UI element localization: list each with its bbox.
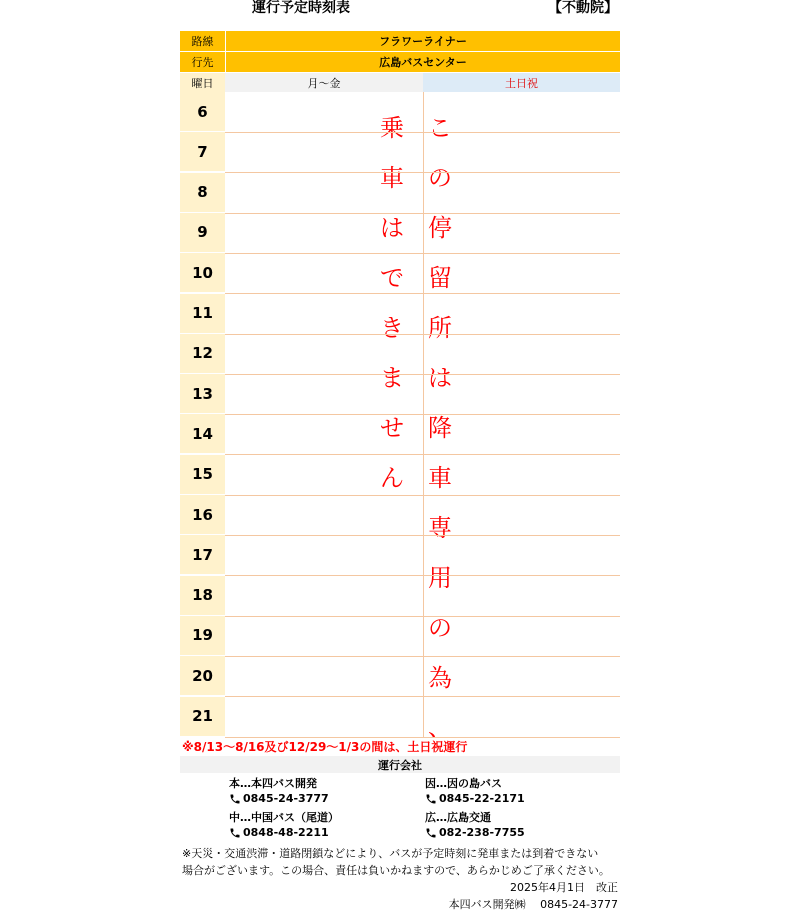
message-char: 専: [428, 514, 452, 542]
row-divider: [225, 334, 620, 335]
message-char: は: [428, 364, 452, 392]
row-divider: [225, 132, 620, 133]
operator-tel-number: 0845-24-3777: [243, 792, 329, 805]
operator-name: 広…広島交通: [425, 811, 491, 824]
day-label: 曜日: [180, 73, 225, 92]
hour-cell: 14: [180, 414, 225, 454]
hour-cell: 21: [180, 697, 225, 737]
row-divider: [225, 454, 620, 455]
operator-tel: [425, 792, 525, 805]
hour-cell: 9: [180, 213, 225, 253]
operator-name: 本…本四バス開発: [229, 777, 317, 790]
hour-cell: 6: [180, 92, 225, 132]
row-divider: [225, 495, 620, 496]
day-row: [180, 73, 620, 92]
route-label: 路線: [180, 31, 225, 52]
hour-cell: 17: [180, 535, 225, 575]
message-char: 車: [428, 464, 452, 492]
message-char: 為: [428, 664, 452, 692]
message-char: 所: [428, 314, 452, 342]
phone-icon: [229, 827, 241, 839]
hour-cell: 7: [180, 132, 225, 172]
weekday-header: 月～金: [225, 73, 423, 92]
message-char: の: [428, 164, 452, 192]
route-row: [180, 31, 620, 52]
row-divider: [225, 374, 620, 375]
row-divider: [225, 253, 620, 254]
destination-row: [180, 52, 620, 73]
operator-tel-number: 0848-48-2211: [243, 826, 329, 839]
hour-cell: 8: [180, 173, 225, 213]
disclaimer-line: ※天災・交通渋滞・道路閉鎖などにより、バスが予定時刻に発車または到着できない: [182, 847, 599, 860]
phone-icon: [425, 793, 437, 805]
publisher-contact: 本四バス開発㈱ 0845-24-3777: [448, 898, 618, 911]
hour-cell: 16: [180, 495, 225, 535]
hour-cell: 13: [180, 374, 225, 414]
message-char: ま: [380, 364, 404, 392]
message-char: 、: [428, 714, 452, 742]
message-char: は: [380, 214, 404, 242]
message-char: 車: [380, 164, 404, 192]
row-divider: [225, 656, 620, 657]
hour-cell: 11: [180, 294, 225, 334]
hour-cell: 18: [180, 576, 225, 616]
message-char: 停: [428, 214, 452, 242]
message-char: き: [380, 314, 404, 342]
destination-label: 行先: [180, 52, 225, 73]
operator-tel-number: 0845-22-2171: [439, 792, 525, 805]
row-divider: [225, 213, 620, 214]
operator-name: 中…中国バス（尾道）: [229, 811, 339, 824]
hour-cell: 19: [180, 616, 225, 656]
hour-cell: 20: [180, 656, 225, 696]
row-divider: [225, 616, 620, 617]
row-divider: [225, 414, 620, 415]
message-char: で: [380, 264, 404, 292]
destination-value: 広島バスセンター: [225, 52, 620, 73]
phone-icon: [229, 793, 241, 805]
operator-name: 因…因の島バス: [425, 777, 502, 790]
timetable: [180, 31, 620, 742]
route-value: フラワーライナー: [225, 31, 620, 52]
operator-tel-number: 082-238-7755: [439, 826, 525, 839]
message-char: の: [428, 614, 452, 642]
disclaimer-line: 場合がございます。この場合、責任は負いかねますので、あらかじめご了承ください。: [182, 864, 610, 877]
operator-tel: [229, 826, 329, 839]
row-divider: [225, 696, 620, 697]
row-divider: [225, 575, 620, 576]
message-char: 降: [428, 414, 452, 442]
hour-cell: 12: [180, 334, 225, 374]
operator-tel: [229, 792, 329, 805]
message-char: 用: [428, 564, 452, 592]
message-char: ん: [380, 464, 404, 492]
row-divider: [225, 535, 620, 536]
message-char: 乗: [380, 114, 404, 142]
message-char: 留: [428, 264, 452, 292]
hour-cell: 10: [180, 253, 225, 293]
phone-icon: [425, 827, 437, 839]
operator-tel: [425, 826, 525, 839]
weekday-message: [380, 103, 404, 503]
row-divider: [225, 293, 620, 294]
weekend-header: 土日祝: [423, 73, 620, 92]
operators-header: 運行会社: [180, 756, 620, 773]
message-char: せ: [380, 414, 404, 442]
row-divider: [225, 172, 620, 173]
message-char: こ: [428, 114, 452, 142]
stop-name: 【不動院】: [548, 0, 618, 16]
hour-cell: 15: [180, 455, 225, 495]
page-title: 運行予定時刻表: [252, 0, 350, 16]
revision-date: 2025年4月1日 改正: [510, 881, 618, 894]
holiday-notice: ※8/13～8/16及び12/29～1/3の間は、土日祝運行: [182, 740, 468, 754]
